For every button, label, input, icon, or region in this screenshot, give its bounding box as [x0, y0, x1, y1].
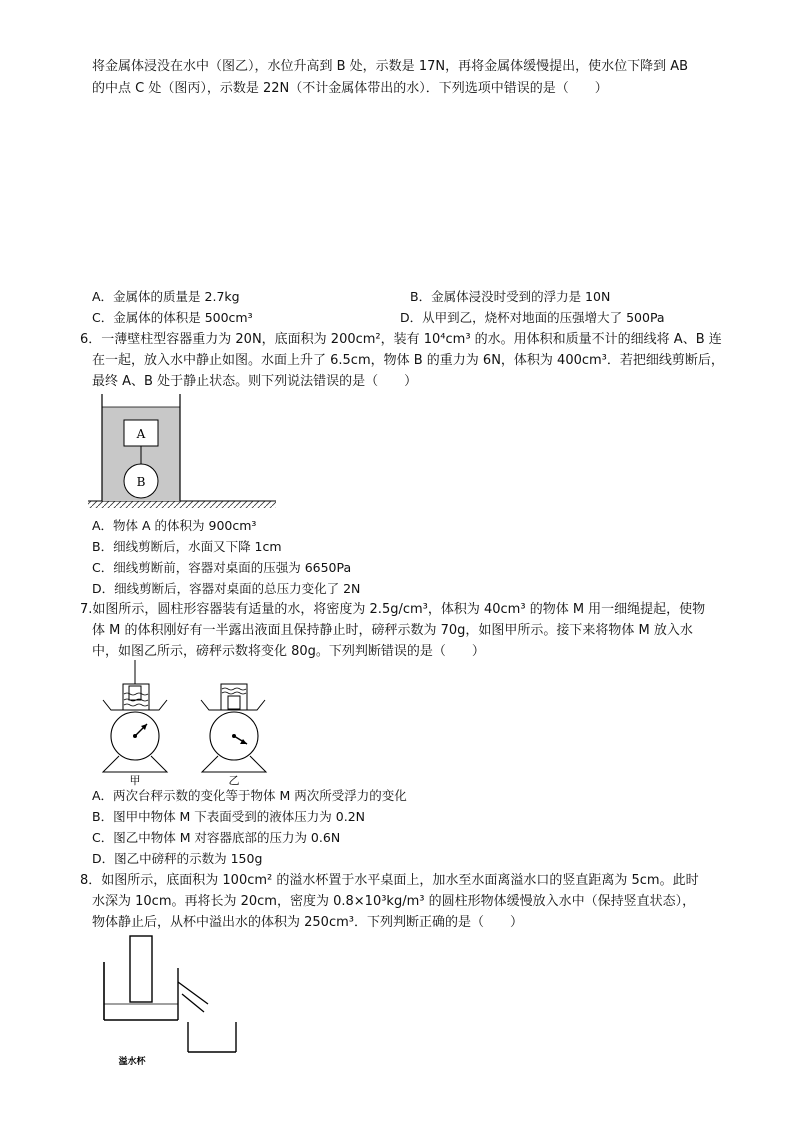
q7-figure-label-yi: 乙 [228, 774, 240, 787]
q7-option-c: C．图乙中物体 M 对容器底部的压力为 0.6N [92, 830, 341, 845]
q7-option-b: B．图甲中物体 M 下表面受到的液体压力为 0.2N [92, 809, 366, 824]
q5-option-c: C．金属体的体积是 500cm³ [92, 310, 253, 325]
q6-figure-label-b: B [136, 475, 146, 489]
q6-stem-line-3: 最终 A、B 处于静止状态。则下列说法错误的是（ ） [92, 374, 418, 389]
q8-overflow-cup-figure [98, 932, 248, 1072]
q5-option-b: B．金属体浸没时受到的浮力是 10N [410, 289, 611, 304]
q8-stem-line-2: 水深为 10cm。再将长为 20cm，密度为 0.8×10³kg/m³ 的圆柱形物体缓慢放入水中（保持竖直状态）， [92, 894, 696, 909]
q8-figure-caption: 溢水杯 [118, 1057, 146, 1067]
q7-stem-line-3: 中，如图乙所示，磅秤示数将变化 80g。下列判断错误的是（ ） [92, 644, 485, 659]
q6-figure-label-a: A [136, 427, 146, 441]
q6-option-b: B．细线剪断后，水面又下降 1cm [92, 539, 282, 554]
q8-stem-line-1: 8．如图所示，底面积为 100cm² 的溢水杯置于水平桌面上，加水至水面离溢水口的竖直距离为 5cm。此时 [80, 873, 699, 888]
q6-option-c: C．细线剪断前，容器对桌面的压强为 6650Pa [92, 560, 352, 575]
q7-scale-jia [103, 660, 167, 772]
q5-option-d: D．从甲到乙，烧杯对地面的压强增大了 500Pa [400, 310, 665, 325]
q7-option-d: D．图乙中磅秤的示数为 150g [92, 851, 263, 866]
q5-stem-line-2: 的中点 C 处（图丙），示数是 22N（不计金属体带出的水）．下列选项中错误的是（ ） [92, 81, 608, 96]
q7-option-a: A．两次台秤示数的变化等于物体 M 两次所受浮力的变化 [92, 788, 407, 803]
q6-stem-line-1: 6．一薄壁柱型容器重力为 20N，底面积为 200cm²，装有 10⁴cm³ 的水。用体积和质量不计的细线将 A、B 连 [80, 332, 722, 347]
q5-stem-line-1: 将金属体浸没在水中（图乙），水位升高到 B 处，示数是 17N，再将金属体缓慢提出，使水位下降到 AB [92, 59, 689, 74]
q6-stem-line-2: 在一起，放入水中静止如图。水面上升了 6.5cm，物体 B 的重力为 6N，体积为 400cm³．若把细线剪断后， [92, 353, 724, 368]
q7-figure-label-jia: 甲 [129, 774, 141, 787]
q6-container-figure [86, 392, 276, 512]
q7-scale-figure [97, 660, 287, 785]
q7-scale-yi [201, 684, 266, 772]
q7-stem-line-1: 7.如图所示，圆柱形容器装有适量的水，将密度为 2.5g/cm³，体积为 40cm³ 的物体 M 用一细绳提起，使物 [80, 602, 706, 617]
q6-option-a: A．物体 A 的体积为 900cm³ [92, 518, 257, 533]
q5-option-a: A．金属体的质量是 2.7kg [92, 289, 240, 304]
q6-option-d: D．细线剪断后，容器对桌面的总压力变化了 2N [92, 581, 361, 596]
q8-stem-line-3: 物体静止后，从杯中溢出水的体积为 250cm³．下列判断正确的是（ ） [92, 915, 523, 930]
q7-stem-line-2: 体 M 的体积刚好有一半露出液面且保持静止时，磅秤示数为 70g，如图甲所示。接下来将物体 M 放入水 [92, 623, 693, 638]
